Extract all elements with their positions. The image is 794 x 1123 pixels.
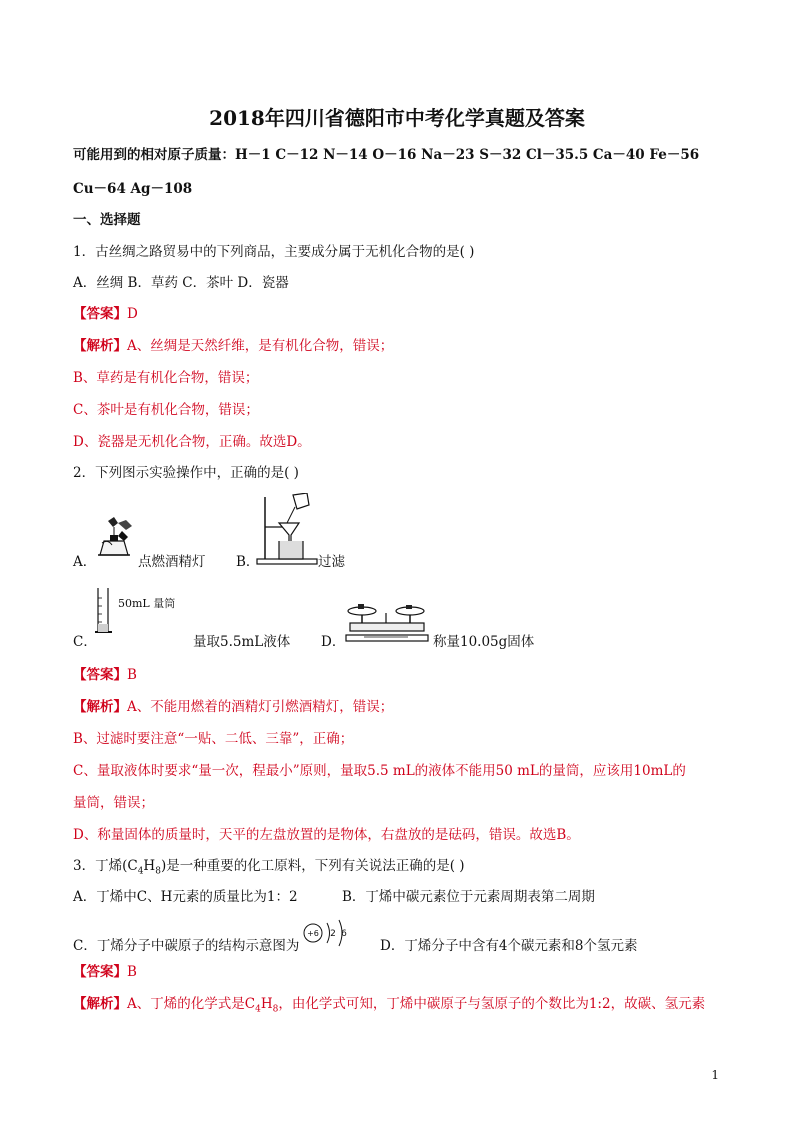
analysis-tag: 【解析】 (73, 699, 127, 715)
q2-option-c-letter: C． (73, 634, 97, 650)
analysis-tag: 【解析】 (73, 338, 127, 354)
q2-stem: 2．下列图示实验操作中，正确的是( ) (73, 465, 299, 481)
q3-option-b: B．丁烯中碳元素位于元素周期表第二周期 (342, 889, 595, 905)
q2-analysis-c: C、量取液体时要求“量一次，程最小”原则，量取5.5 mL的液体不能用50 mL的量筒，应该用10mL的 (73, 763, 686, 779)
q3-option-a: A．丁烯中C、H元素的质量比为1：2 (73, 889, 298, 905)
q2-option-b-text: 过滤 (318, 554, 345, 570)
q3-stem (73, 856, 465, 882)
q3-stem-text: H (143, 858, 156, 874)
q1-analysis-a (73, 336, 393, 356)
nucleus-label: +6 (307, 929, 319, 938)
analysis-text: ，由化学式可知，丁烯中碳原子与氢原子的个数比为1:2，故碳、氢元素 (278, 996, 706, 1012)
answer-value: D (127, 306, 138, 322)
atomic-masses-line2: Cu－64 Ag－108 (73, 181, 193, 197)
q2-answer (73, 665, 137, 685)
measuring-cylinder-figure (92, 586, 118, 638)
atomic-masses-line1: 可能用到的相对原子质量：H－1 C－12 N－14 O－16 Na－23 S－32 Cl－35.5 Ca－40 Fe－56 (73, 147, 700, 163)
q2-option-a-text: 点燃酒精灯 (138, 554, 206, 570)
q2-analysis-a (73, 697, 393, 717)
analysis-text: A、丝绸是天然纤维，是有机化合物，错误； (127, 338, 394, 354)
q2-analysis-c-cont: 量筒，错误； (73, 795, 154, 811)
q1-analysis-b: B、草药是有机化合物，错误； (73, 370, 259, 386)
analysis-tag: 【解析】 (73, 996, 127, 1012)
analysis-text: A、不能用燃着的酒精灯引燃酒精灯，错误； (127, 699, 394, 715)
subscript: 8 (155, 866, 161, 877)
cylinder-label: 50mL 量筒 (118, 597, 176, 610)
shell1-electrons: 2 (330, 929, 336, 939)
answer-tag: 【答案】 (73, 667, 127, 683)
q3-option-d: D．丁烯分子中含有4个碳元素和8个氢元素 (380, 938, 638, 954)
subscript: 8 (272, 1004, 279, 1015)
answer-tag: 【答案】 (73, 964, 127, 980)
carbon-atom-structure-icon (301, 917, 353, 949)
q1-stem: 1．古丝绸之路贸易中的下列商品，主要成分属于无机化合物的是( ) (73, 244, 475, 260)
q2-option-c-text: 量取5.5mL液体 (193, 634, 291, 650)
q1-analysis-d: D、瓷器是无机化合物，正确。故选D。 (73, 434, 311, 450)
q3-stem-text: )是一种重要的化工原料，下列有关说法正确的是( ) (160, 858, 465, 874)
balance-scale-figure (344, 601, 430, 645)
answer-value: B (127, 667, 137, 683)
filtration-apparatus-figure (255, 493, 321, 569)
q2-option-a-letter: A． (73, 554, 97, 570)
q1-answer (73, 304, 138, 324)
q3-option-c: C．丁烯分子中碳原子的结构示意图为 (73, 938, 300, 954)
q2-option-d-text: 称量10.05g固体 (433, 634, 535, 650)
page-number: 1 (711, 1068, 719, 1082)
page-title: 2018年四川省德阳市中考化学真题及答案 (209, 106, 585, 130)
q2-option-d-letter: D． (321, 634, 346, 650)
shell2-electrons: 6 (341, 929, 347, 939)
analysis-text: H (260, 996, 273, 1012)
q1-analysis-c: C、茶叶是有机化合物，错误； (73, 402, 259, 418)
q2-analysis-d: D、称量固体的质量时，天平的左盘放置的是物体，右盘放的是砝码，错误。故选B。 (73, 827, 580, 843)
alcohol-lamp-lighting-figure (94, 515, 138, 561)
q3-analysis-a (73, 994, 705, 1020)
q3-answer (73, 962, 137, 982)
answer-tag: 【答案】 (73, 306, 127, 322)
q2-option-b-letter: B． (236, 554, 260, 570)
subscript: 4 (137, 866, 144, 877)
answer-value: B (127, 964, 137, 980)
section-heading: 一、选择题 (73, 212, 141, 228)
q3-stem-text: 3．丁烯(C (73, 858, 138, 874)
analysis-text: A、丁烯的化学式是C (127, 996, 256, 1012)
q2-analysis-b: B、过滤时要注意“一贴、二低、三靠”，正确； (73, 731, 354, 747)
q1-options: A．丝绸 B．草药 C．茶叶 D．瓷器 (73, 275, 289, 291)
subscript: 4 (255, 1004, 261, 1015)
